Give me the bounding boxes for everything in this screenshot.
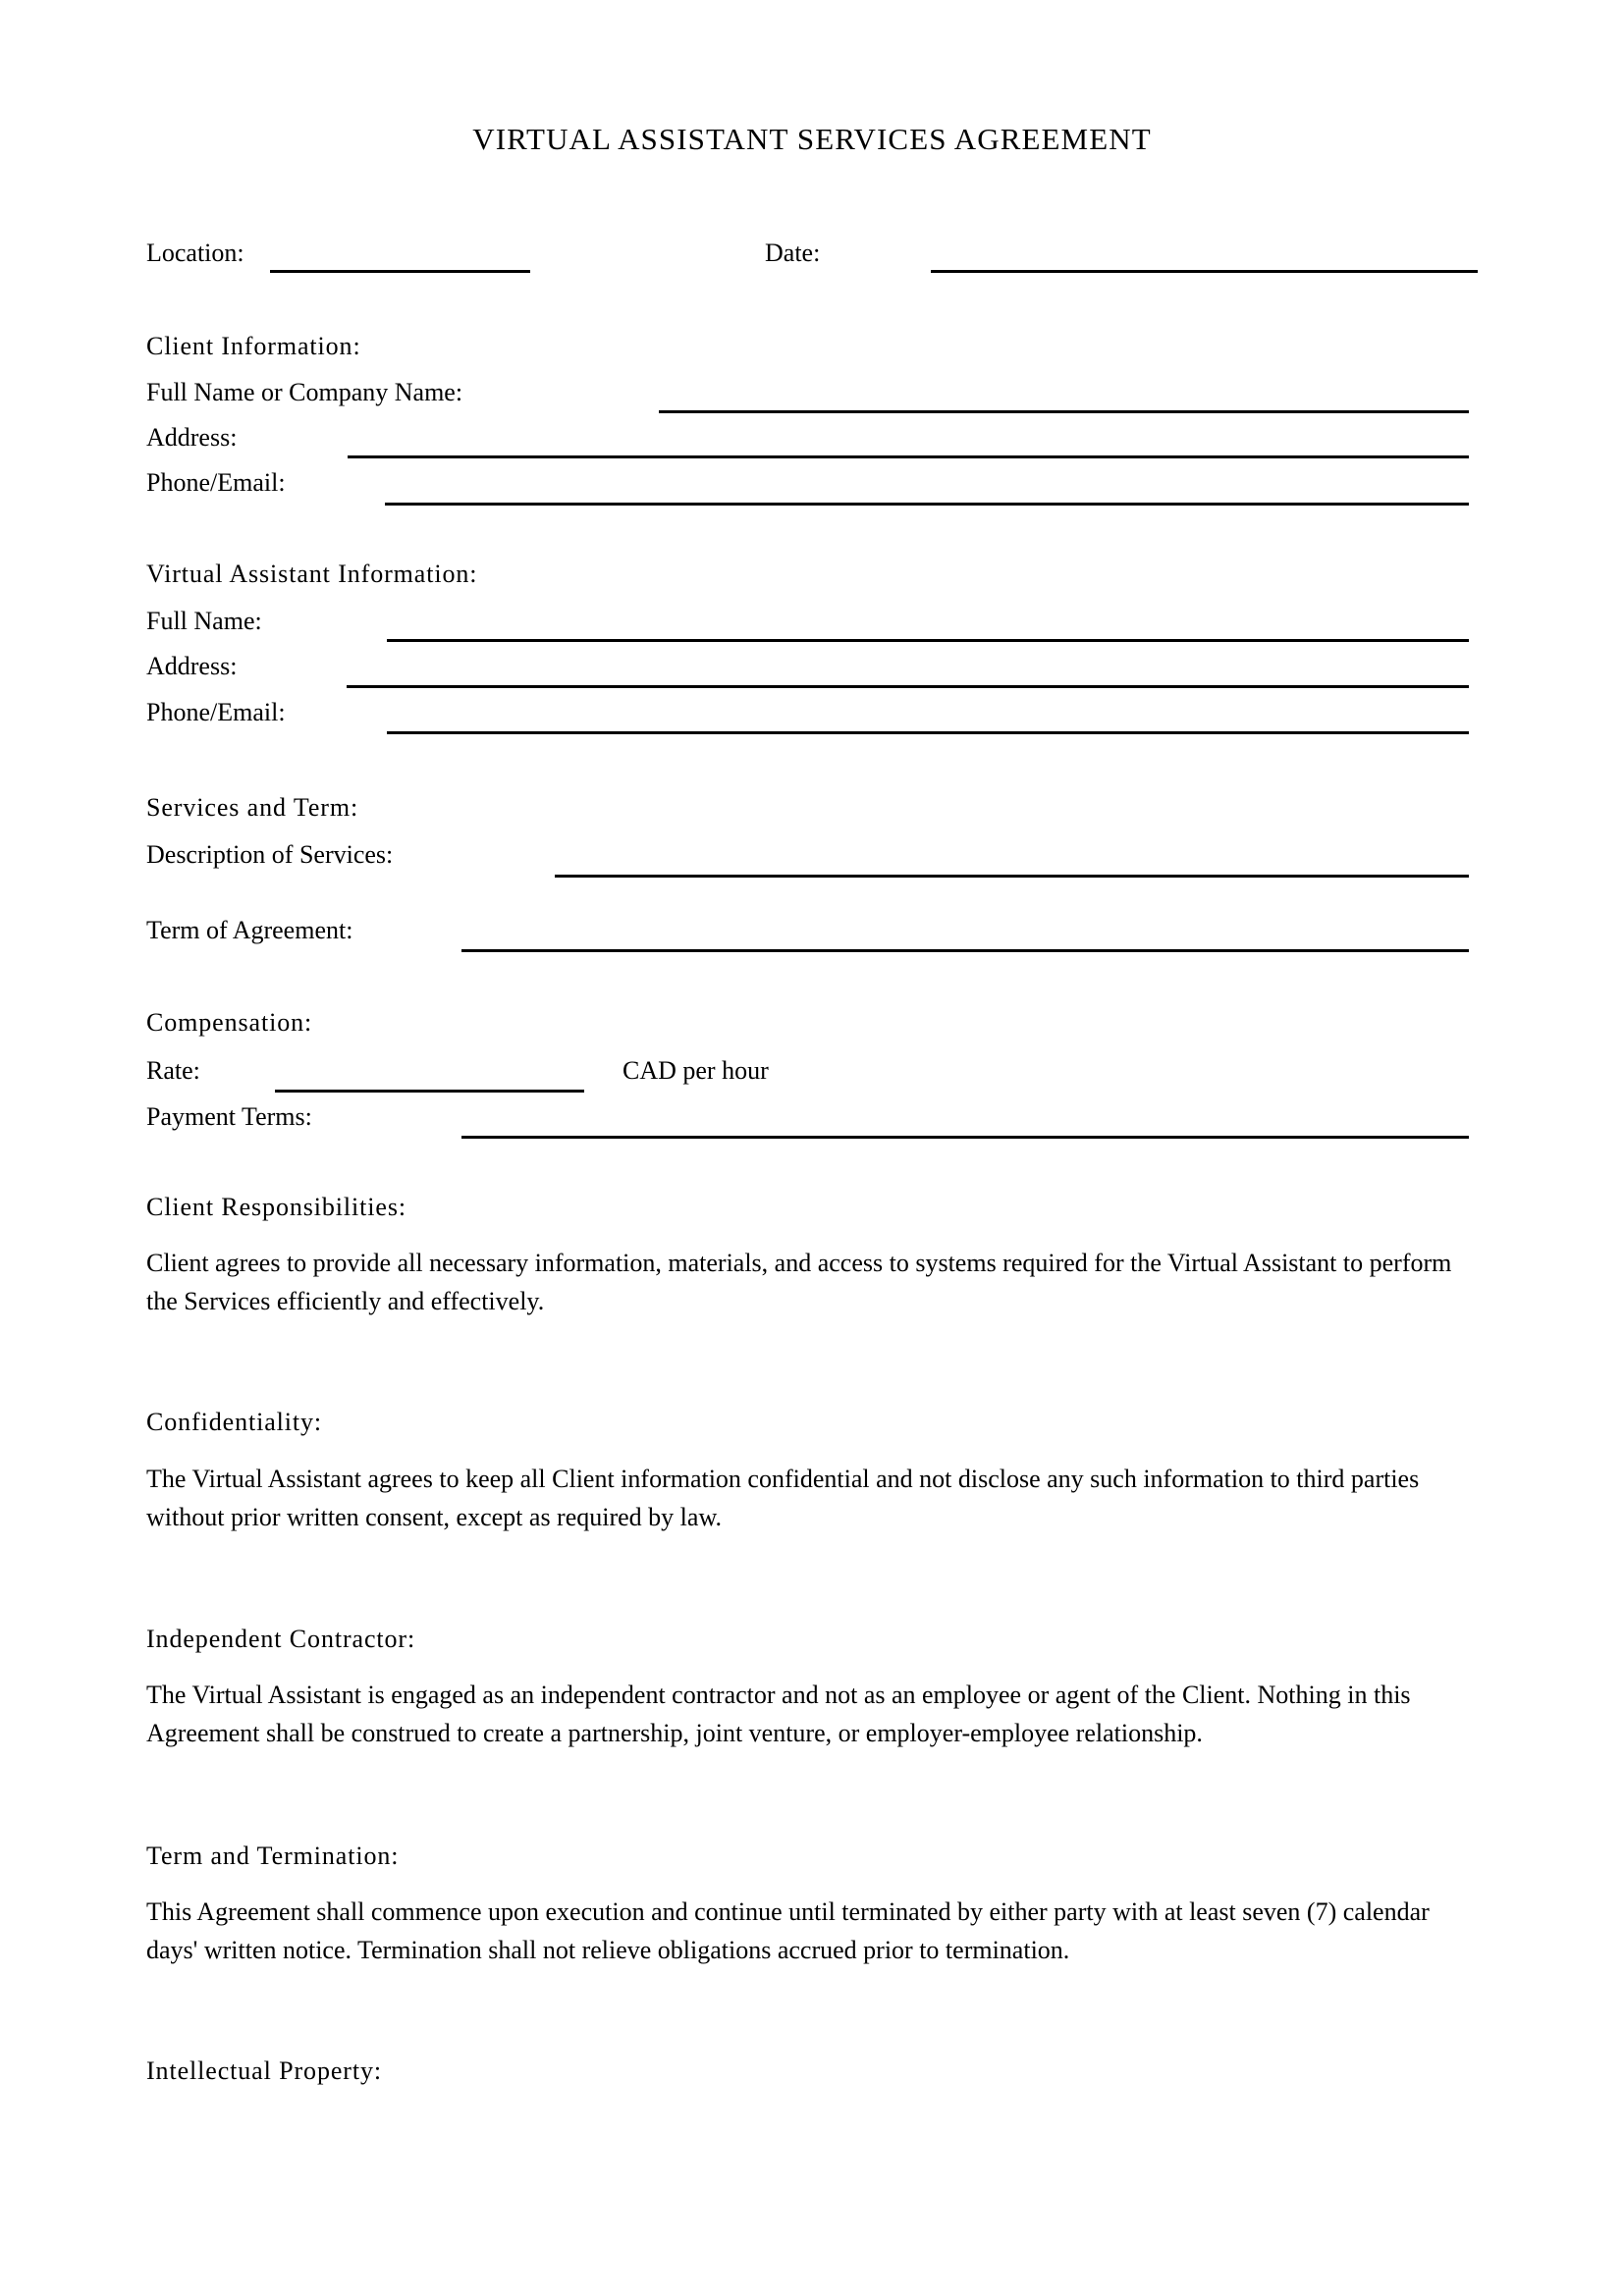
va-full-name-input-rule[interactable] [387,639,1469,642]
payment-terms-input-rule[interactable] [461,1136,1469,1139]
client-full-name-label: Full Name or Company Name: [146,378,463,406]
intellectual-property-heading: Intellectual Property: [146,2056,383,2085]
virtual-assistant-information-heading: Virtual Assistant Information: [146,560,478,588]
independent-contractor-body: The Virtual Assistant is engaged as an independent contractor and not as an employee or agent of the Client. Nothing in this Agreement shall be construed to create a partnership, joint venture, or employer-employee relationship. [146,1681,1411,1747]
client-address-input-rule[interactable] [348,455,1469,458]
page-title: VIRTUAL ASSISTANT SERVICES AGREEMENT [472,122,1152,156]
va-phone-email-input-rule[interactable] [387,731,1469,734]
term-and-termination-body: This Agreement shall commence upon execution and continue until terminated by either party with at least seven (7) calendar days' written notice. Termination shall not relieve obligations accrued prior to termination. [146,1897,1430,1964]
client-responsibilities-heading: Client Responsibilities: [146,1193,406,1221]
date-input-rule[interactable] [931,270,1478,273]
location-input-rule[interactable] [270,270,530,273]
va-address-input-rule[interactable] [347,685,1469,688]
client-full-name-input-rule[interactable] [659,410,1469,413]
va-address-label: Address: [146,652,238,680]
client-phone-email-input-rule[interactable] [385,503,1469,506]
independent-contractor-heading: Independent Contractor: [146,1625,416,1653]
client-address-label: Address: [146,423,238,452]
rate-unit-label: CAD per hour [623,1056,769,1085]
client-phone-email-label: Phone/Email: [146,468,286,497]
term-of-agreement-input-rule[interactable] [461,949,1469,952]
services-and-term-heading: Services and Term: [146,793,359,822]
date-label: Date: [765,239,821,267]
client-information-heading: Client Information: [146,332,361,360]
payment-terms-label: Payment Terms: [146,1102,312,1131]
confidentiality-heading: Confidentiality: [146,1408,323,1436]
rate-label: Rate: [146,1056,200,1085]
client-responsibilities-body: Client agrees to provide all necessary information, materials, and access to systems required for the Virtual Assistant to perform the Services efficiently and effectively. [146,1249,1452,1315]
description-of-services-input-rule[interactable] [555,875,1469,878]
description-of-services-label: Description of Services: [146,840,394,869]
va-full-name-label: Full Name: [146,607,262,635]
term-of-agreement-label: Term of Agreement: [146,916,353,944]
location-label: Location: [146,239,244,267]
compensation-heading: Compensation: [146,1008,313,1037]
rate-input-rule[interactable] [275,1090,584,1093]
confidentiality-body: The Virtual Assistant agrees to keep all Client information confidential and not disclose any such information to third parties without prior written consent, except as required by law. [146,1465,1420,1531]
term-and-termination-heading: Term and Termination: [146,1842,400,1870]
va-phone-email-label: Phone/Email: [146,698,286,726]
